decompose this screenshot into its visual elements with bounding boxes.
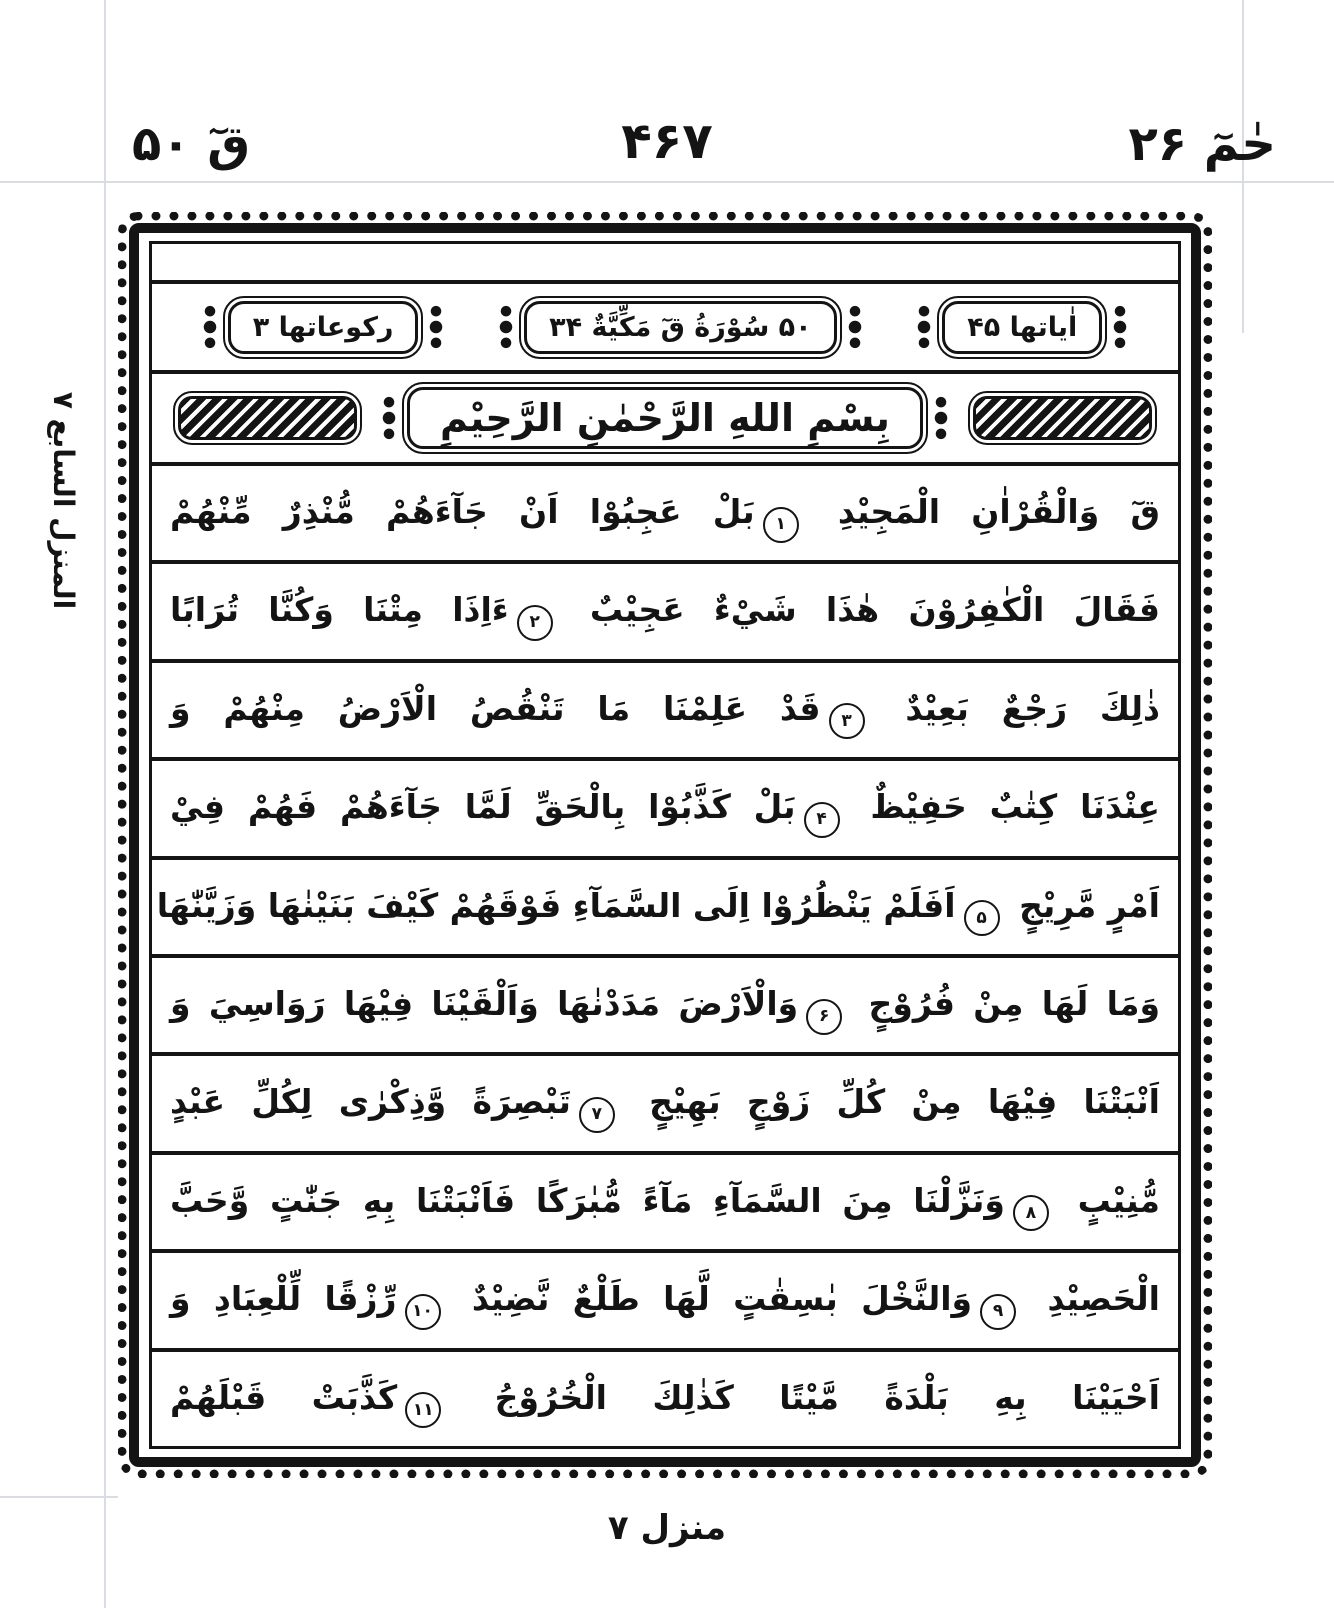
- rukuat-count-cartouche: [192, 301, 455, 354]
- ayah-text: عِنْدَنَا كِتٰبٌ حَفِيْظٌ: [870, 787, 1160, 827]
- ayah-text: فَقَالَ الْكٰفِرُوْنَ هٰذَا شَيْءٌ عَجِيْبٌ: [589, 590, 1160, 630]
- ayah-text: مُّنِيْبٍ: [1077, 1180, 1160, 1220]
- ayah-number-badge: ۱: [763, 507, 799, 543]
- cartouche-ornament-icon: [377, 396, 401, 440]
- quran-line: [152, 757, 1178, 855]
- ayah-text: تَبْصِرَةً وَّذِكْرٰى لِكُلِّ عَبْدٍ: [170, 1082, 571, 1122]
- surah-title-cartouche: [488, 301, 872, 354]
- ayah-number-badge: ۶: [806, 999, 842, 1035]
- ayah-text: ذٰلِكَ رَجْعٌ بَعِيْدٌ: [905, 688, 1160, 728]
- ornamental-band-icon: [973, 396, 1152, 440]
- surah-header-row: [152, 284, 1178, 374]
- manzil-footer-label: منزل ۷: [607, 1508, 727, 1548]
- ayah-text: رِّزْقًا لِّلْعِبَادِ وَ: [170, 1279, 397, 1319]
- cartouche-ornament-icon: [929, 396, 953, 440]
- ayah-text: قٓ وَالْقُرْاٰنِ الْمَجِيْدِ: [837, 492, 1160, 531]
- quran-line: [152, 462, 1178, 560]
- guide-line-vertical-left: [104, 0, 106, 1608]
- ayat-count-cartouche: [906, 301, 1138, 354]
- bismillah-row: [152, 374, 1178, 462]
- ayah-number-badge: ۱۱: [405, 1392, 441, 1428]
- ayah-text: وَمَا لَهَا مِنْ فُرُوْجٍ: [868, 984, 1160, 1024]
- cartouche-ornament-icon: [424, 305, 448, 349]
- guide-line-horizontal-bottom-left: [0, 1496, 118, 1498]
- bismillah-cartouche: [371, 387, 959, 449]
- rukuat-count-label: رکوعاتها ۳: [228, 301, 419, 354]
- quran-line: [152, 659, 1178, 757]
- quran-line: [152, 1249, 1178, 1347]
- ayah-text: اَفَلَمْ يَنْظُرُوْا اِلَى السَّمَآءِ فَوْقَهُمْ كَيْفَ بَنَيْنٰهَا وَزَيَّنّٰهَا: [156, 885, 956, 925]
- ornamental-band-icon: [178, 396, 357, 440]
- page-number: ۴۶۷: [621, 112, 713, 170]
- ayah-number-badge: ۲: [517, 605, 553, 641]
- ayah-text: كَذَّبَتْ قَبْلَهُمْ: [170, 1377, 398, 1417]
- surah-title-label: ۵۰ سُوْرَةُ قٓ مَكِّيَّةٌ ۳۴: [524, 301, 836, 354]
- cartouche-ornament-icon: [912, 305, 936, 349]
- ayah-text: الْحَصِيْدِ: [1047, 1279, 1160, 1319]
- ayah-text: وَالنَّخْلَ بٰسِقٰتٍ لَّهَا طَلْعٌ نَّضِيْدٌ: [471, 1279, 973, 1319]
- surah-marker: قٓ ۵۰: [132, 116, 251, 172]
- cartouche-ornament-icon: [494, 305, 518, 349]
- quran-line: [152, 954, 1178, 1052]
- top-blank-band: [152, 244, 1178, 284]
- quran-line: [152, 856, 1178, 954]
- page-frame: [118, 212, 1212, 1478]
- page-frame-inner-border: [129, 223, 1201, 1467]
- page-content-area: [149, 241, 1181, 1449]
- quran-line: [152, 560, 1178, 658]
- ayah-text: بَلْ عَجِبُوْا اَنْ جَآءَهُمْ مُّنْذِرٌ مِّنْهُمْ: [170, 492, 755, 531]
- ayah-number-badge: ۱۰: [405, 1294, 441, 1330]
- quran-line: [152, 1151, 1178, 1249]
- ayah-text: وَنَزَّلْنَا مِنَ السَّمَآءِ مَآءً مُّبٰرَكًا فَاَنْبَتْنَا بِهِ جَنّٰتٍ وَّحَبَّ: [170, 1180, 1005, 1220]
- ayah-text: اَنْبَتْنَا فِيْهَا مِنْ كُلِّ زَوْجٍ بَهِيْجٍ: [649, 1082, 1160, 1122]
- cartouche-ornament-icon: [843, 305, 867, 349]
- juz-marker: حٰمٓ ۲۶: [1128, 116, 1276, 172]
- quran-line: [152, 1348, 1178, 1446]
- ayah-number-badge: ۳: [829, 703, 865, 739]
- ayah-text: وَالْاَرْضَ مَدَدْنٰهَا وَاَلْقَيْنَا فِيْهَا رَوَاسِيَ وَ: [170, 984, 799, 1024]
- ayah-number-badge: ۷: [579, 1097, 615, 1133]
- bismillah-text: بِسْمِ اللهِ الرَّحْمٰنِ الرَّحِيْمِ: [407, 387, 923, 449]
- manzil-sidebar-label: المنزل السابع ۷: [47, 391, 81, 609]
- ayah-number-badge: ۵: [964, 900, 1000, 936]
- ayah-number-badge: ۴: [804, 802, 840, 838]
- manzil-sidebar: [18, 380, 110, 620]
- cartouche-ornament-icon: [1108, 305, 1132, 349]
- ayah-text: اَحْيَيْنَا بِهِ بَلْدَةً مَّيْتًا كَذٰلِكَ الْخُرُوْجُ: [494, 1377, 1160, 1417]
- ayah-text: ءَاِذَا مِتْنَا وَكُنَّا تُرَابًا: [170, 590, 509, 630]
- ayah-number-badge: ۹: [980, 1294, 1016, 1330]
- ayat-count-label: اٰياتها ۴۵: [942, 301, 1102, 354]
- quran-line: [152, 1052, 1178, 1150]
- guide-line-horizontal-top: [0, 181, 1334, 183]
- ayah-number-badge: ۸: [1013, 1195, 1049, 1231]
- ayah-text: بَلْ كَذَّبُوْا بِالْحَقِّ لَمَّا جَآءَهُمْ فَهُمْ فِيْ: [170, 787, 796, 827]
- ayah-text: قَدْ عَلِمْنَا مَا تَنْقُصُ الْاَرْضُ مِنْهُمْ وَ: [170, 688, 821, 728]
- ayah-text: اَمْرٍ مَّرِيْجٍ: [1019, 885, 1160, 925]
- cartouche-ornament-icon: [198, 305, 222, 349]
